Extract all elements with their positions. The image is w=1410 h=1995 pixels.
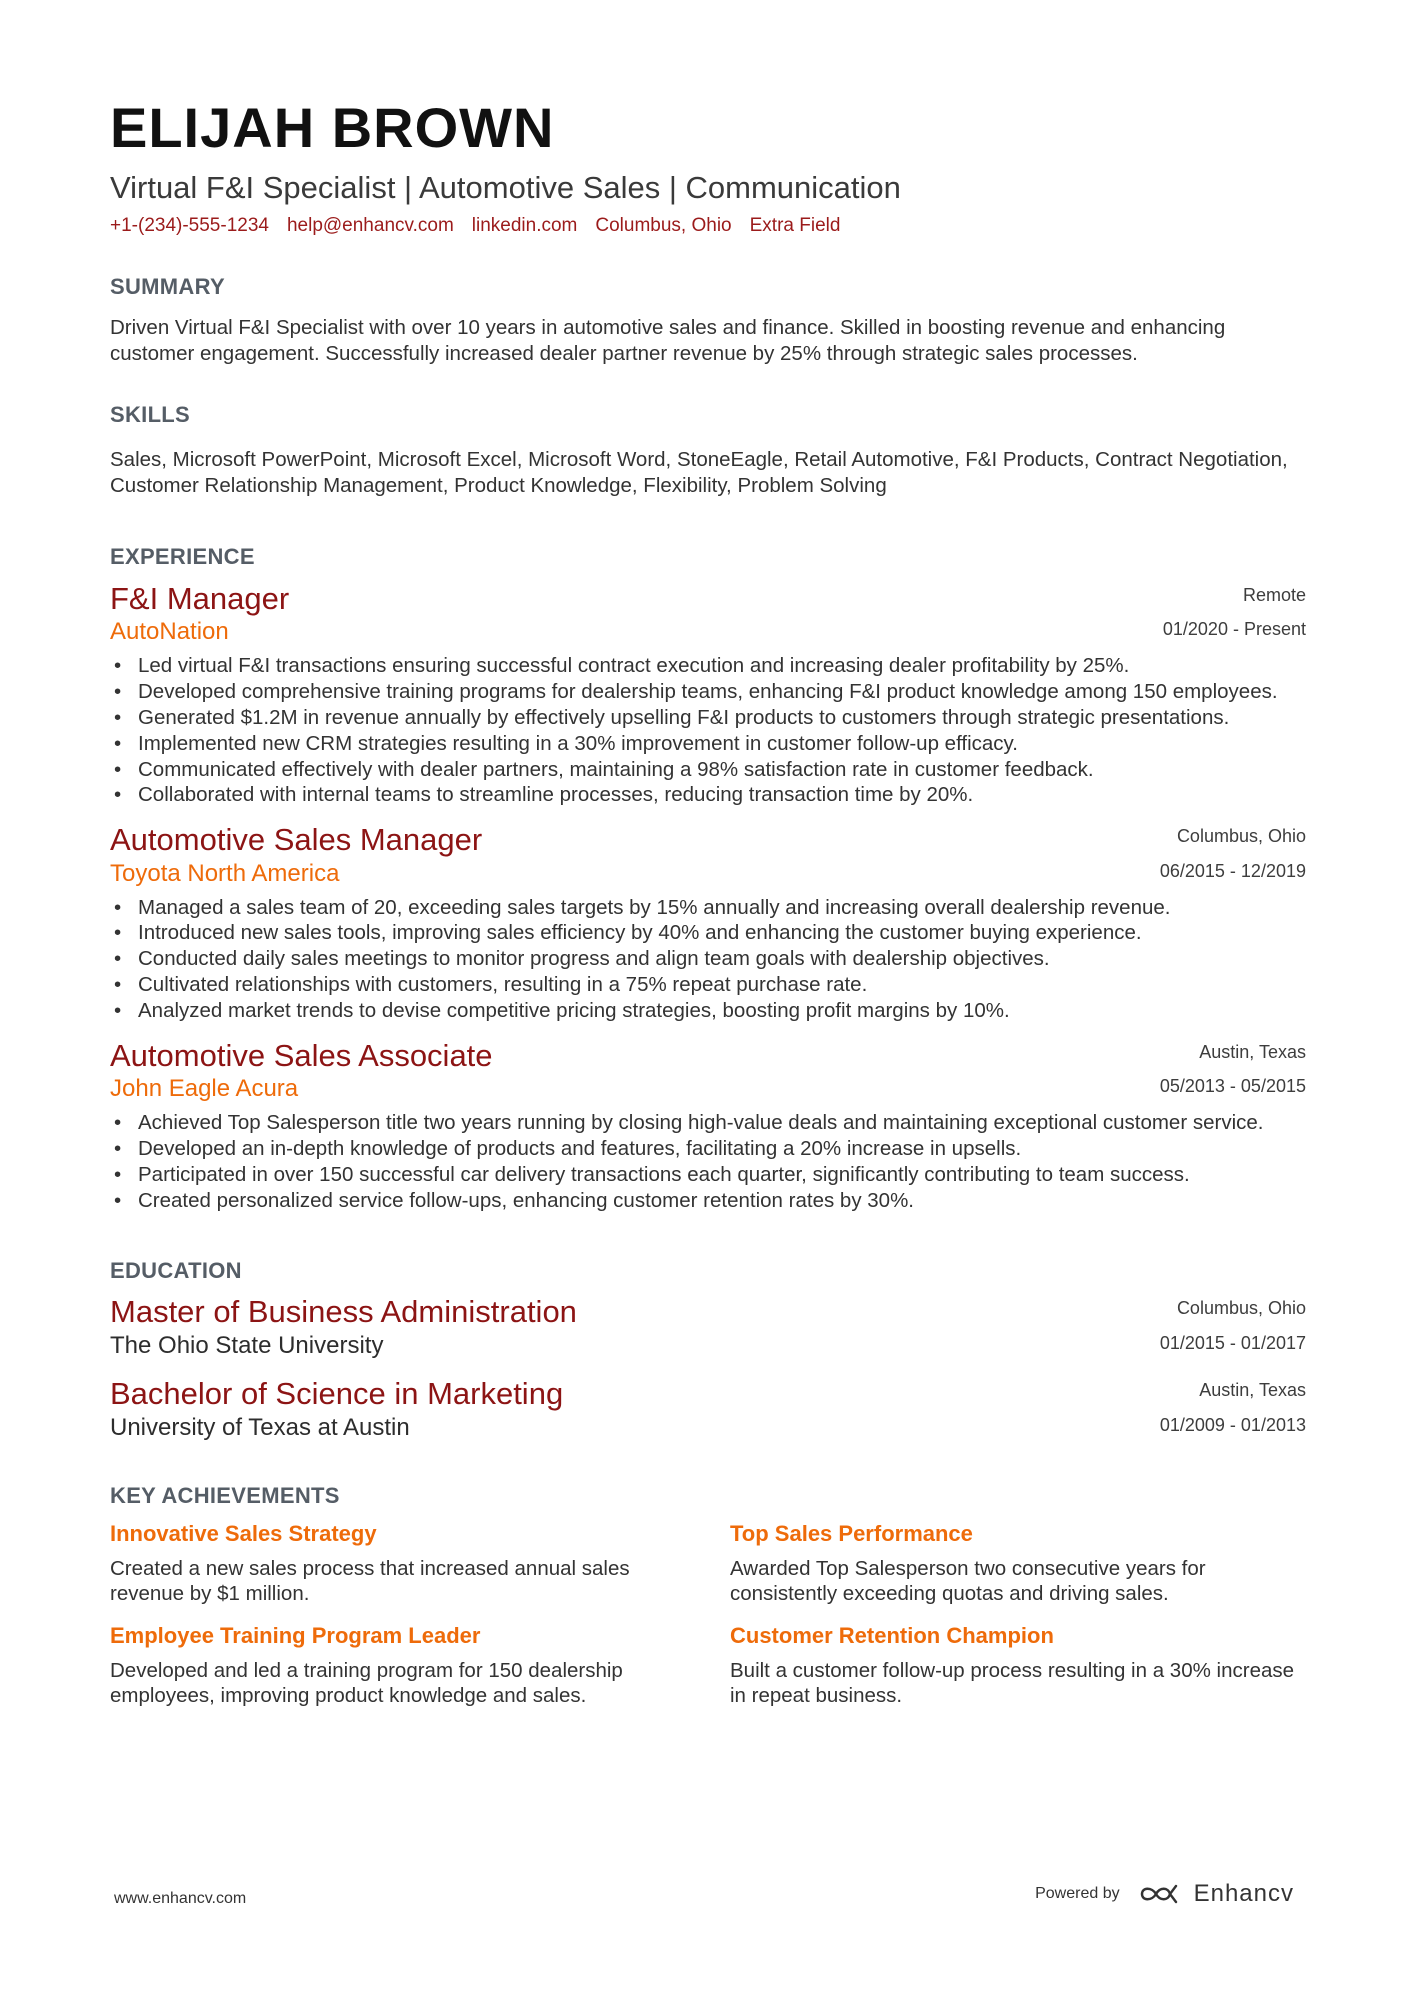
job-company: John Eagle Acura <box>110 1075 299 1103</box>
education-section <box>110 1258 1306 1443</box>
achievement-desc: Developed and led a training program for 150 dealership employees, improving product knowledge and sales. <box>110 1658 623 1708</box>
job-title: Automotive Sales Associate <box>110 1037 493 1073</box>
job-location: Remote <box>1242 584 1306 605</box>
education-dates: 01/2015 - 01/2017 <box>1159 1332 1306 1353</box>
job-location: Austin, Texas <box>1199 1041 1306 1062</box>
powered-by-label: Powered by <box>1035 1885 1120 1902</box>
job-bullets <box>110 653 1306 808</box>
resume-header <box>110 96 1306 238</box>
job-bullet: • Conducted daily sales meetings to monitor progress and align team goals with dealership objectives. <box>138 946 1306 972</box>
job-location: Columbus, Ohio <box>1176 826 1306 847</box>
contact-location: Columbus, Ohio <box>595 214 732 236</box>
job-dates: 01/2020 - Present <box>1162 619 1306 640</box>
education-entry <box>110 1294 1306 1360</box>
achievement-item <box>110 1623 686 1709</box>
education-location: Austin, Texas <box>1199 1380 1306 1401</box>
achievement-title: Customer Retention Champion <box>730 1623 1054 1649</box>
footer-branding <box>1035 1880 1294 1908</box>
enhancv-logo-text: Enhancv <box>1193 1880 1294 1907</box>
job-bullet: • Managed a sales team of 20, exceeding sales targets by 15% annually and increasing overall dealership revenue. <box>138 895 1306 921</box>
job-bullets <box>110 1110 1306 1213</box>
job-bullet: • Created personalized service follow-ups, enhancing customer retention rates by 30%. <box>138 1188 1306 1214</box>
achievement-desc: Awarded Top Salesperson two consecutive years for consistently exceeding quotas and driving sales. <box>730 1556 1206 1606</box>
education-entry <box>110 1376 1306 1442</box>
candidate-headline: Virtual F&I Specialist | Automotive Sales | Communication <box>110 170 901 205</box>
contact-linkedin[interactable]: linkedin.com <box>471 214 578 236</box>
job-bullet: • Developed comprehensive training programs for dealership teams, enhancing F&I product knowledge among 150 employees. <box>138 679 1306 705</box>
job-bullet: • Generated $1.2M in revenue annually by effectively upselling F&I products to customers through strategic presentations. <box>138 705 1306 731</box>
job-company: AutoNation <box>110 618 229 646</box>
experience-section <box>110 544 1306 1213</box>
school-name: University of Texas at Austin <box>110 1414 410 1442</box>
school-name: The Ohio State University <box>110 1331 384 1359</box>
skills-section <box>110 402 1306 498</box>
education-heading: EDUCATION <box>110 1257 242 1283</box>
achievement-title: Top Sales Performance <box>730 1521 973 1547</box>
job-title: Automotive Sales Manager <box>110 822 483 858</box>
job-bullets <box>110 895 1306 1024</box>
achievement-title: Employee Training Program Leader <box>110 1623 481 1649</box>
job-bullet: • Cultivated relationships with customers, resulting in a 75% repeat purchase rate. <box>138 972 1306 998</box>
job-bullet: • Communicated effectively with dealer partners, maintaining a 98% satisfaction rate in customer feedback. <box>138 757 1306 783</box>
degree-title: Bachelor of Science in Marketing <box>110 1376 564 1412</box>
job-company: Toyota North America <box>110 859 340 887</box>
enhancv-logo-icon <box>1138 1883 1184 1905</box>
achievement-item <box>730 1623 1306 1709</box>
job-dates: 05/2013 - 05/2015 <box>1159 1076 1306 1097</box>
job-bullet: • Collaborated with internal teams to streamline processes, reducing transaction time by 20%. <box>138 782 1306 808</box>
job-entry <box>110 581 1306 808</box>
achievement-desc: Created a new sales process that increased annual sales revenue by $1 million. <box>110 1556 630 1606</box>
achievements-heading: KEY ACHIEVEMENTS <box>110 1482 340 1508</box>
achievement-item <box>730 1521 1306 1607</box>
achievements-section <box>110 1483 1306 1709</box>
summary-text: Driven Virtual F&I Specialist with over 10 years in automotive sales and finance. Skilled in boosting revenue and enhancing customer engagement. Successfully increased dealer partner revenue by 25% through strategic sales processes. <box>110 315 1226 365</box>
job-bullet: • Achieved Top Salesperson title two years running by closing high-value deals and maintaining exceptional customer service. <box>138 1110 1306 1136</box>
job-bullet: • Analyzed market trends to devise competitive pricing strategies, boosting profit margins by 10%. <box>138 998 1306 1024</box>
achievement-desc: Built a customer follow-up process resulting in a 30% increase in repeat business. <box>730 1658 1295 1708</box>
job-bullet: • Introduced new sales tools, improving sales efficiency by 40% and enhancing the customer buying experience. <box>138 920 1306 946</box>
job-bullet: • Developed an in-depth knowledge of products and features, facilitating a 20% increase in upsells. <box>138 1136 1306 1162</box>
contact-extra-field: Extra Field <box>749 214 841 236</box>
degree-title: Master of Business Administration <box>110 1293 577 1329</box>
skills-heading: SKILLS <box>110 402 191 428</box>
achievement-item <box>110 1521 686 1607</box>
job-bullet: • Led virtual F&I transactions ensuring successful contract execution and increasing dealer profitability by 25%. <box>138 653 1306 679</box>
achievement-title: Innovative Sales Strategy <box>110 1521 377 1547</box>
candidate-name: ELIJAH BROWN <box>110 96 555 159</box>
skills-text: Sales, Microsoft PowerPoint, Microsoft Excel, Microsoft Word, StoneEagle, Retail Automotive, F&I Products, Contract Negotiation, Customer Relationship Management, Product Knowledge, Flexibility, Problem Solving <box>110 447 1288 497</box>
contact-phone[interactable]: +1-(234)-555-1234 <box>110 214 269 236</box>
summary-section <box>110 274 1306 366</box>
footer-website[interactable]: www.enhancv.com <box>114 1890 247 1907</box>
job-bullet: • Participated in over 150 successful car delivery transactions each quarter, significantly contributing to team success. <box>138 1162 1306 1188</box>
job-bullet: • Implemented new CRM strategies resulting in a 30% improvement in customer follow-up efficacy. <box>138 731 1306 757</box>
achievements-grid <box>110 1521 1306 1709</box>
education-dates: 01/2009 - 01/2013 <box>1159 1414 1306 1435</box>
contact-row <box>110 214 1306 239</box>
experience-heading: EXPERIENCE <box>110 544 255 570</box>
summary-heading: SUMMARY <box>110 274 225 300</box>
job-dates: 06/2015 - 12/2019 <box>1159 860 1306 881</box>
job-entry <box>110 822 1306 1024</box>
resume-page <box>110 92 1306 1709</box>
contact-email[interactable]: help@enhancv.com <box>286 214 454 236</box>
education-location: Columbus, Ohio <box>1176 1297 1306 1318</box>
enhancv-logo[interactable] <box>1138 1880 1294 1908</box>
job-entry <box>110 1038 1306 1214</box>
job-title: F&I Manager <box>110 580 290 616</box>
